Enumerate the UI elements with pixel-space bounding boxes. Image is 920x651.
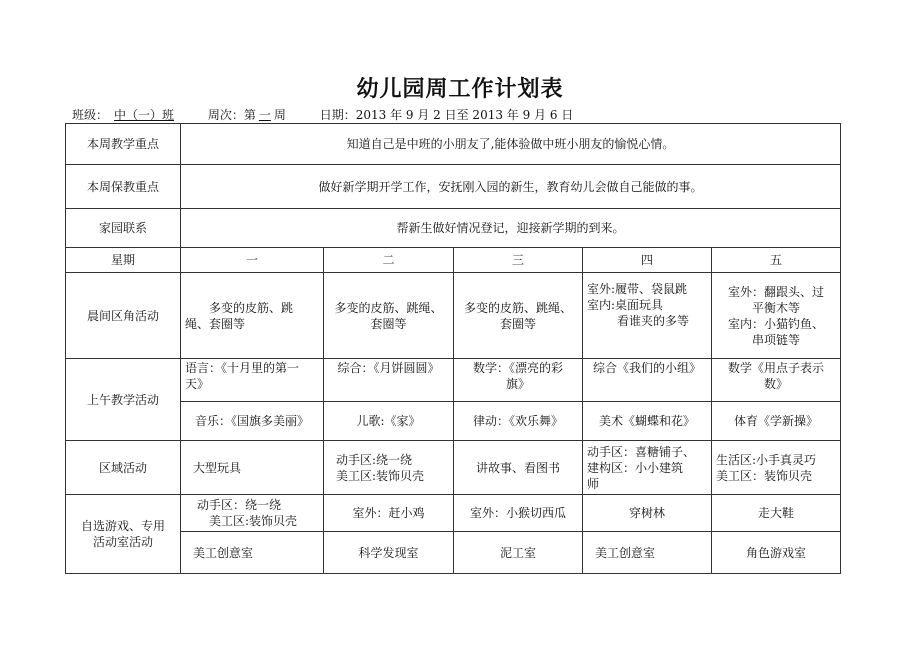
cell-line: 数学《用点子表示 [728, 361, 825, 375]
weekday-header: 一 [181, 248, 324, 273]
row-label: 本周教学重点 [66, 124, 181, 165]
cell-line: 平衡木等 [752, 300, 801, 315]
cell-line: 美工区:装饰贝壳 [336, 468, 425, 483]
label-line: 活动室活动 [92, 535, 153, 549]
table-row [66, 124, 841, 165]
cell-line: 大型玩具 [193, 460, 242, 475]
cell-line: 数》 [764, 377, 789, 391]
cell-line: 室内：小猫钓鱼、 [728, 316, 825, 331]
row-label [66, 495, 181, 574]
table-row [66, 359, 841, 402]
cell-line: 绳、套圈等 [185, 316, 246, 331]
cell-line: 动手区：喜糖铺子、 [587, 444, 696, 459]
morning-cell [583, 273, 712, 359]
area-cell [324, 441, 454, 495]
table-row [66, 495, 841, 532]
cell-line: 数学：《漂亮的彩 [472, 361, 563, 375]
cell-line: 室外:履带、袋鼠跳 [587, 282, 688, 296]
table-row [66, 248, 841, 273]
morning-cell [324, 273, 454, 359]
cell-line: 动手区：绕一绕 [197, 498, 282, 512]
class-value: 中（一）班 [114, 108, 175, 122]
cell-line: 室外：翻跟头、过 [728, 284, 825, 299]
week-suffix: 周 [273, 108, 286, 122]
area-cell [454, 441, 583, 495]
row-label: 家园联系 [66, 209, 181, 248]
row-label: 晨间区角活动 [66, 273, 181, 359]
cell-line: 套圈等 [499, 316, 536, 331]
morning-cell [712, 273, 841, 359]
free-play-cell: 穿树林 [583, 495, 712, 532]
row-label: 区域活动 [66, 441, 181, 495]
morning-cell [454, 273, 583, 359]
am-teaching-cell: 美术《蝴蝶和花》 [583, 402, 712, 441]
weekday-header: 五 [712, 248, 841, 273]
free-play-room: 角色游戏室 [712, 532, 841, 574]
cell-line: 串项链等 [752, 332, 801, 347]
am-teaching-cell: 体育《学新操》 [712, 402, 841, 441]
cell-line: 讲故事、看图书 [475, 460, 560, 475]
am-teaching-cell [583, 359, 712, 402]
cell-line: 美工区:装饰贝壳 [209, 514, 298, 528]
teaching-focus-content: 知道自己是中班的小朋友了,能体验做中班小朋友的愉悦心情。 [181, 124, 841, 165]
morning-cell [181, 273, 324, 359]
cell-line: 天》 [185, 377, 210, 391]
cell-line: 多变的皮筋、跳绳、 [334, 300, 443, 315]
weekday-header: 三 [454, 248, 583, 273]
am-teaching-cell [712, 359, 841, 402]
cell-line: 师 [587, 476, 600, 491]
cell-line: 看谁夹的多等 [617, 314, 690, 328]
area-cell [181, 441, 324, 495]
label-line: 自选游戏、专用 [80, 519, 165, 533]
table-row [66, 165, 841, 209]
row-label: 本周保教重点 [66, 165, 181, 209]
cell-line: 动手区:绕一绕 [336, 452, 413, 467]
cell-line: 综合：《月饼圆圆》 [337, 361, 440, 375]
am-teaching-cell: 律动：《欢乐舞》 [454, 402, 583, 441]
am-teaching-cell: 儿歌:《家》 [324, 402, 454, 441]
area-cell [583, 441, 712, 495]
free-play-room: 美工创意室 [583, 532, 712, 574]
table-row [66, 273, 841, 359]
week-value: 一 [258, 108, 271, 122]
cell-line: 语言：《十月里的第一 [185, 361, 300, 375]
am-teaching-cell: 音乐：《国旗多美丽》 [181, 402, 324, 441]
cell-line: 综合《我们的小组》 [592, 361, 701, 375]
weekly-plan-table [65, 123, 841, 574]
free-play-cell: 走大鞋 [712, 495, 841, 532]
weekday-header: 四 [583, 248, 712, 273]
cell-line: 套圈等 [370, 316, 407, 331]
row-label: 上午教学活动 [66, 359, 181, 441]
free-play-room: 泥工室 [454, 532, 583, 574]
cell-line: 多变的皮筋、跳绳、 [463, 300, 572, 315]
cell-line: 生活区:小手真灵巧 [716, 452, 817, 467]
free-play-cell [181, 495, 324, 532]
table-row [66, 402, 841, 441]
home-contact-content: 帮新生做好情况登记，迎接新学期的到来。 [181, 209, 841, 248]
row-label: 星期 [66, 248, 181, 273]
cell-line: 多变的皮筋、跳 [209, 300, 294, 315]
cell-line: 美工区：装饰贝壳 [716, 468, 813, 483]
info-line [72, 106, 573, 123]
am-teaching-cell [454, 359, 583, 402]
care-focus-content: 做好新学期开学工作，安抚刚入园的新生，教育幼儿会做自己能做的事。 [181, 165, 841, 209]
table-row [66, 209, 841, 248]
page-title: 幼儿园周工作计划表 [356, 76, 564, 102]
cell-line: 旗》 [505, 377, 530, 391]
date-text: 日期：2013 年 9 月 2 日至 2013 年 9 月 6 日 [319, 108, 574, 122]
free-play-room: 美工创意室 [181, 532, 324, 574]
class-label: 班级： [72, 108, 109, 122]
table-row [66, 532, 841, 574]
free-play-room: 科学发现室 [324, 532, 454, 574]
table-row [66, 441, 841, 495]
weekday-header: 二 [324, 248, 454, 273]
am-teaching-cell [181, 359, 324, 402]
week-label: 周次：第 [207, 108, 256, 122]
free-play-cell: 室外：小猴切西瓜 [454, 495, 583, 532]
cell-line: 室内:桌面玩具 [587, 298, 664, 312]
cell-line: 建构区：小小建筑 [587, 460, 684, 475]
area-cell [712, 441, 841, 495]
am-teaching-cell [324, 359, 454, 402]
free-play-cell: 室外：赶小鸡 [324, 495, 454, 532]
